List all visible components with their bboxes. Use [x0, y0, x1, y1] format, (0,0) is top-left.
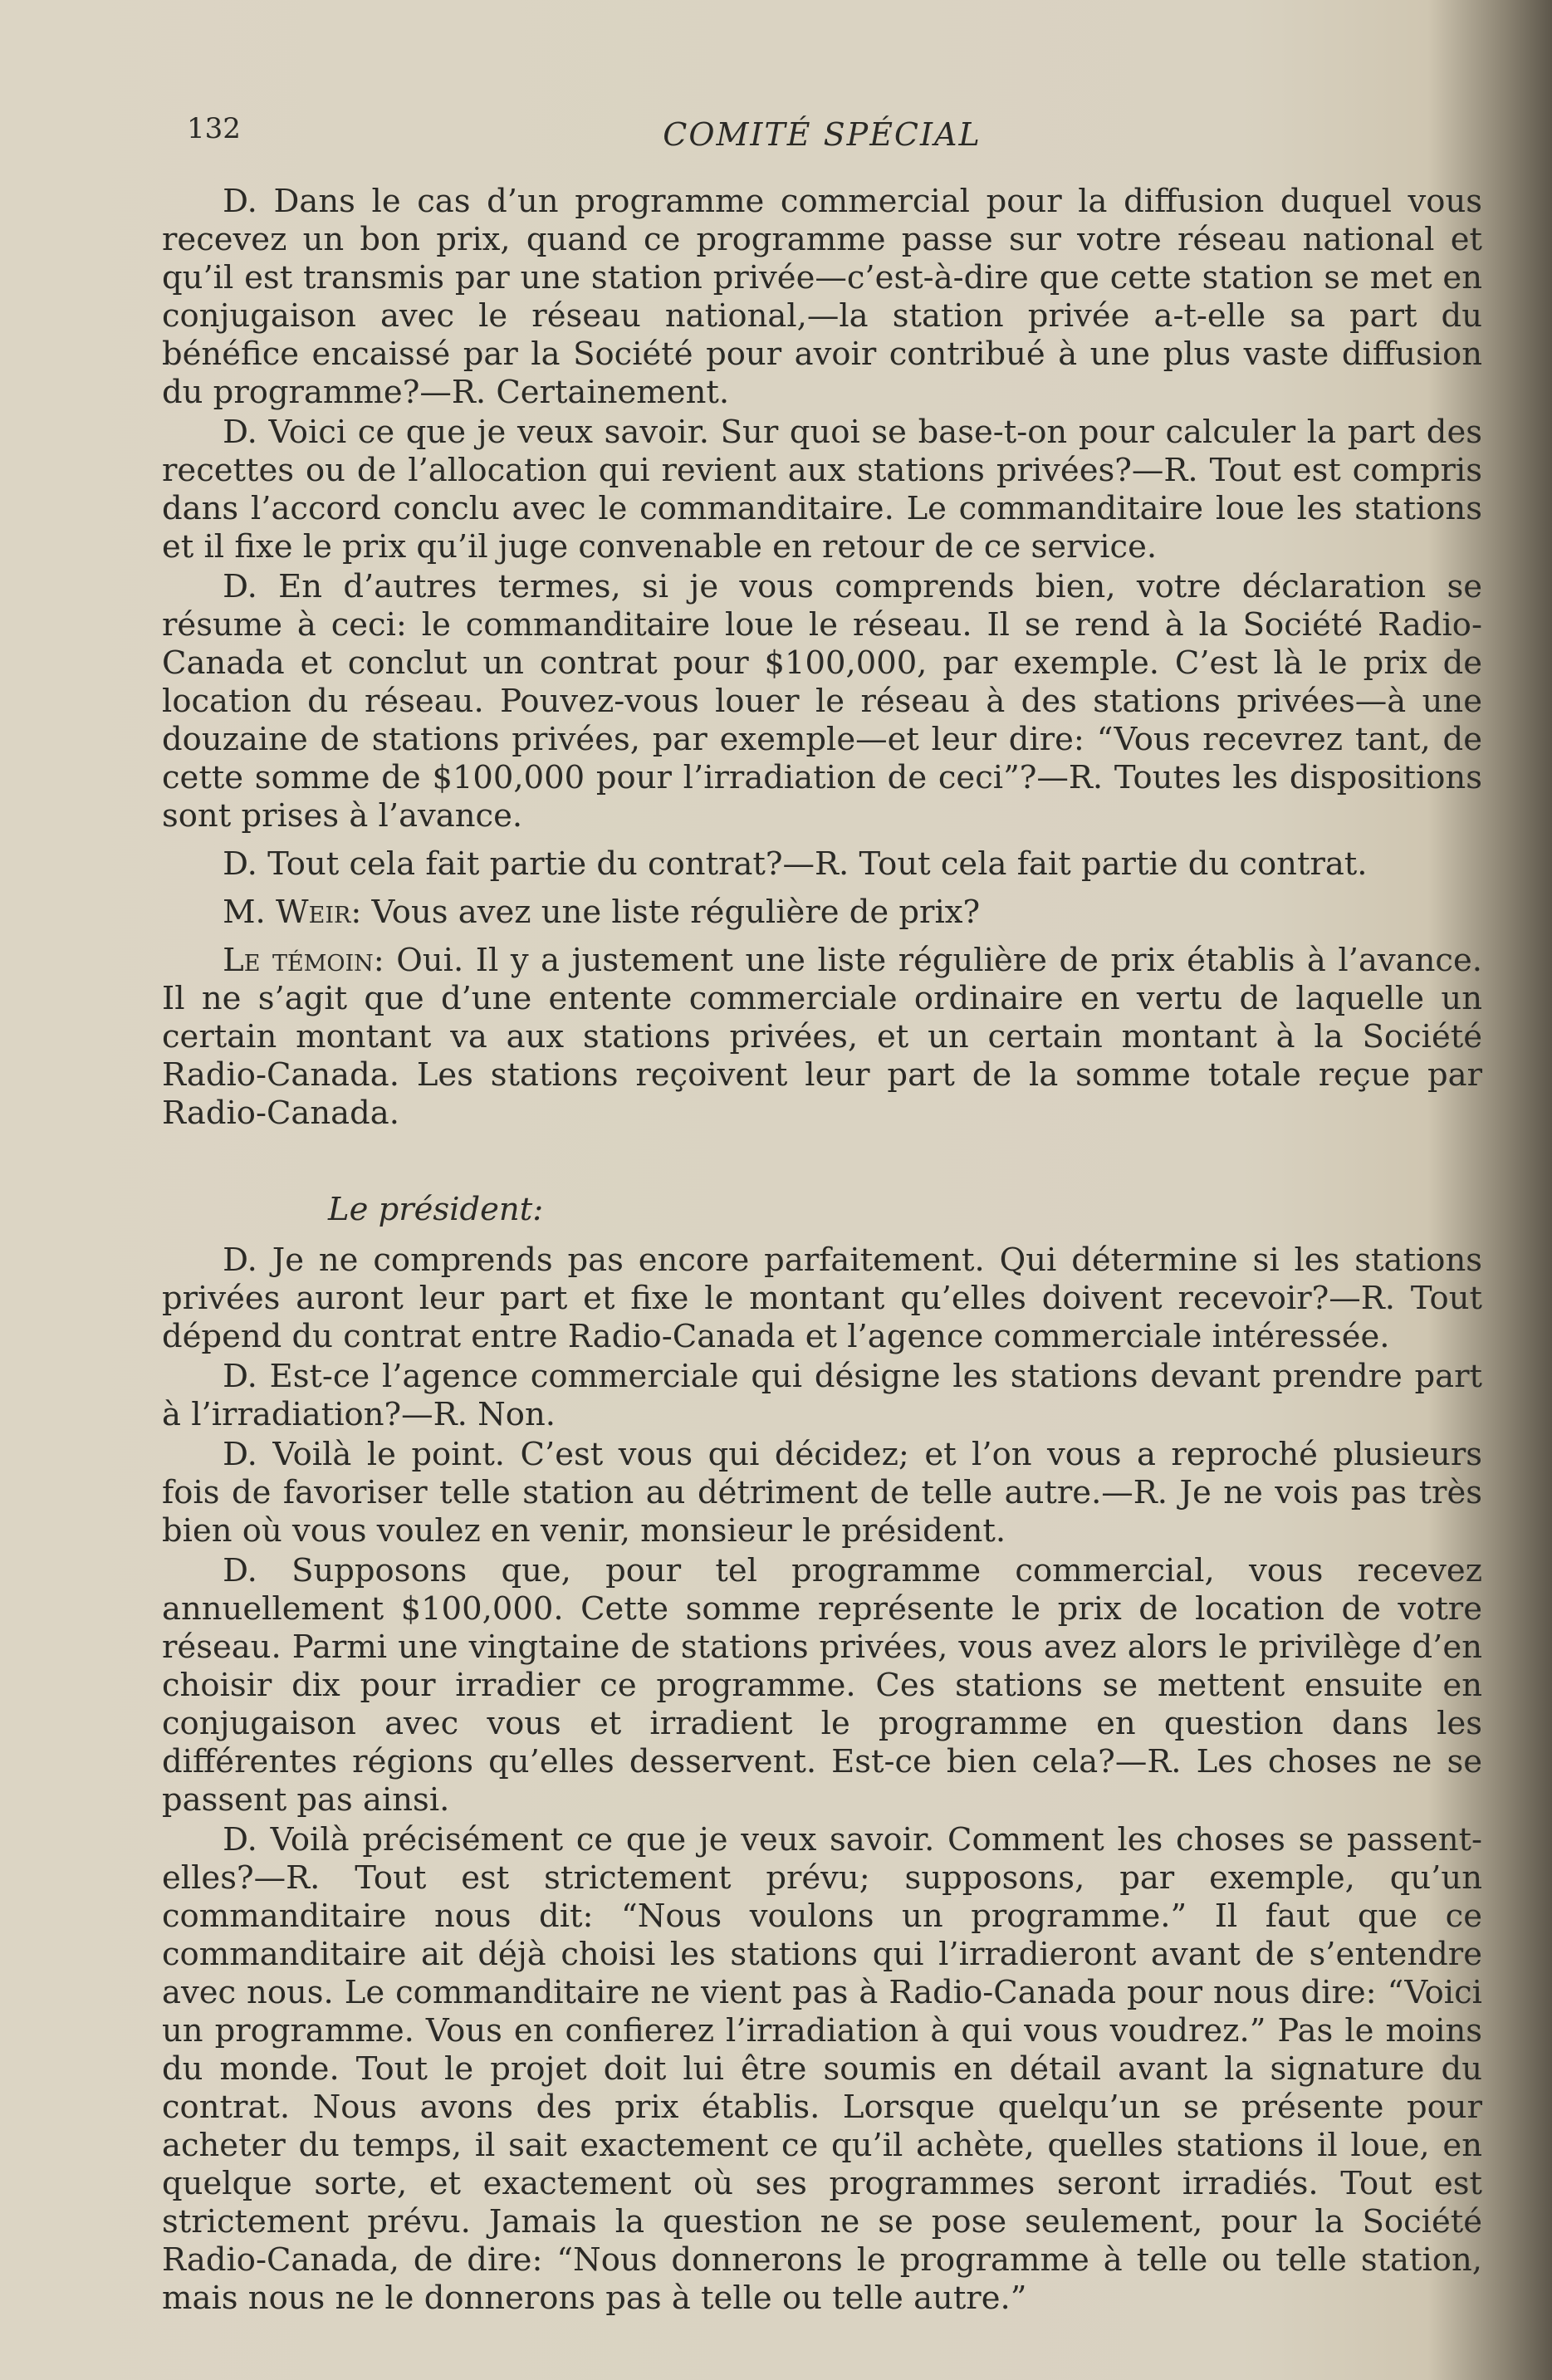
paragraph: D. En d’autres termes, si je vous comprends bien, votre déclaration se résume à ceci: le commanditaire loue le réseau. Il se rend à la Société Radio-Canada et conclut un contrat pour $100,000, par exemple. C’est là le prix de location du réseau. Pouvez-vous louer le réseau à des stations privées—à une douzaine de stations privées, par exemple—et leur dire: “Vous recevrez tant, de cette somme de $100,000 pour l’irradiation de ceci”?—R. Toutes les dispositions sont prises à l’avance.	[162, 568, 1482, 835]
witness-paragraph	[162, 942, 1482, 1133]
speaker-text: : Vous avez une liste régulière de prix?	[350, 894, 981, 931]
paragraph: D. Dans le cas d’un programme commercial pour la diffusion duquel vous recevez un bon prix, quand ce programme passe sur votre réseau national et qu’il est transmis par une station privée—c’est-à-dire que cette station se met en conjugaison avec le réseau national,—la station privée a-t-elle sa part du bénéfice encaissé par la Société pour avoir contribué à une plus vaste diffusion du programme?—R. Certainement.	[162, 183, 1482, 411]
speaker-text: : Oui. Il y a justement une liste régulière de prix établis à l’avance. Il ne s’agit que d’une entente commerciale ordinaire en vertu de laquelle un certain montant va aux stations privées, et un certain montant à la Société Radio-Canada. Les stations reçoivent leur part de la somme totale reçue par Radio-Canada.	[162, 942, 1482, 1132]
body-text	[162, 183, 1482, 2318]
speaker-name: Le témoin	[223, 942, 374, 979]
page-number: 132	[187, 112, 241, 145]
page-content	[162, 108, 1482, 2319]
weir-paragraph	[162, 894, 1482, 932]
paragraph: D. Je ne comprends pas encore parfaitement. Qui détermine si les stations privées auront leur part et fixe le montant qu’elles doivent recevoir?—R. Tout dépend du contrat entre Radio-Canada et l’agence commerciale intéressée.	[162, 1241, 1482, 1355]
running-title: COMITÉ SPÉCIAL	[663, 116, 982, 153]
paragraph: D. Tout cela fait partie du contrat?—R. Tout cela fait partie du contrat.	[223, 845, 1368, 883]
section-heading: Le président:	[328, 1191, 544, 1228]
paragraph: D. Supposons que, pour tel programme commercial, vous recevez annuellement $100,000. Cette somme représente le prix de location de votre réseau. Parmi une vingtaine de stations privées, vous avez alors le privilège d’en choisir dix pour irradier ce programme. Ces stations se mettent ensuite en conjugaison avec vous et irradient le programme en question dans les différentes régions qu’elles desservent. Est-ce bien cela?—R. Les choses ne se passent pas ainsi.	[162, 1552, 1482, 1819]
paragraph: D. Voilà le point. C’est vous qui décidez; et l’on vous a reproché plusieurs fois de favoriser telle station au détriment de telle autre.—R. Je ne vois pas très bien où vous voulez en venir, monsieur le président.	[162, 1436, 1482, 1550]
paragraph: D. Voilà précisément ce que je veux savoir. Comment les choses se passent-elles?—R. Tout est strictement prévu; supposons, par exemple, qu’un commanditaire nous dit: “Nous voulons un programme.” Il faut que ce commanditaire ait déjà choisi les stations qui l’irradieront avant de s’entendre avec nous. Le commanditaire ne vient pas à Radio-Canada pour nous dire: “Voici un programme. Vous en confierez l’irradiation à qui vous voudrez.” Pas le moins du monde. Tout le projet doit lui être soumis en détail avant la signature du contrat. Nous avons des prix établis. Lorsque quelqu’un se présente pour acheter du temps, il sait exactement ce qu’il achète, quelles stations il loue, en quelque sorte, et exactement où ses programmes seront irradiés. Tout est strictement prévu. Jamais la question ne se pose seulement, pour la Société Radio-Canada, de dire: “Nous donnerons le programme à telle ou telle station, mais nous ne le donnerons pas à telle ou telle autre.”	[162, 1821, 1482, 2317]
paragraph: D. Voici ce que je veux savoir. Sur quoi se base-t-on pour calculer la part des recettes ou de l’allocation qui revient aux stations privées?—R. Tout est compris dans l’accord conclu avec le commanditaire. Le commanditaire loue les stations et il fixe le prix qu’il juge convenable en retour de ce service.	[162, 414, 1482, 566]
speaker-name: M. Weir	[223, 894, 351, 931]
page-header	[162, 108, 1482, 158]
paragraph: D. Est-ce l’agence commerciale qui désigne les stations devant prendre part à l’irradiation?—R. Non.	[162, 1358, 1482, 1433]
